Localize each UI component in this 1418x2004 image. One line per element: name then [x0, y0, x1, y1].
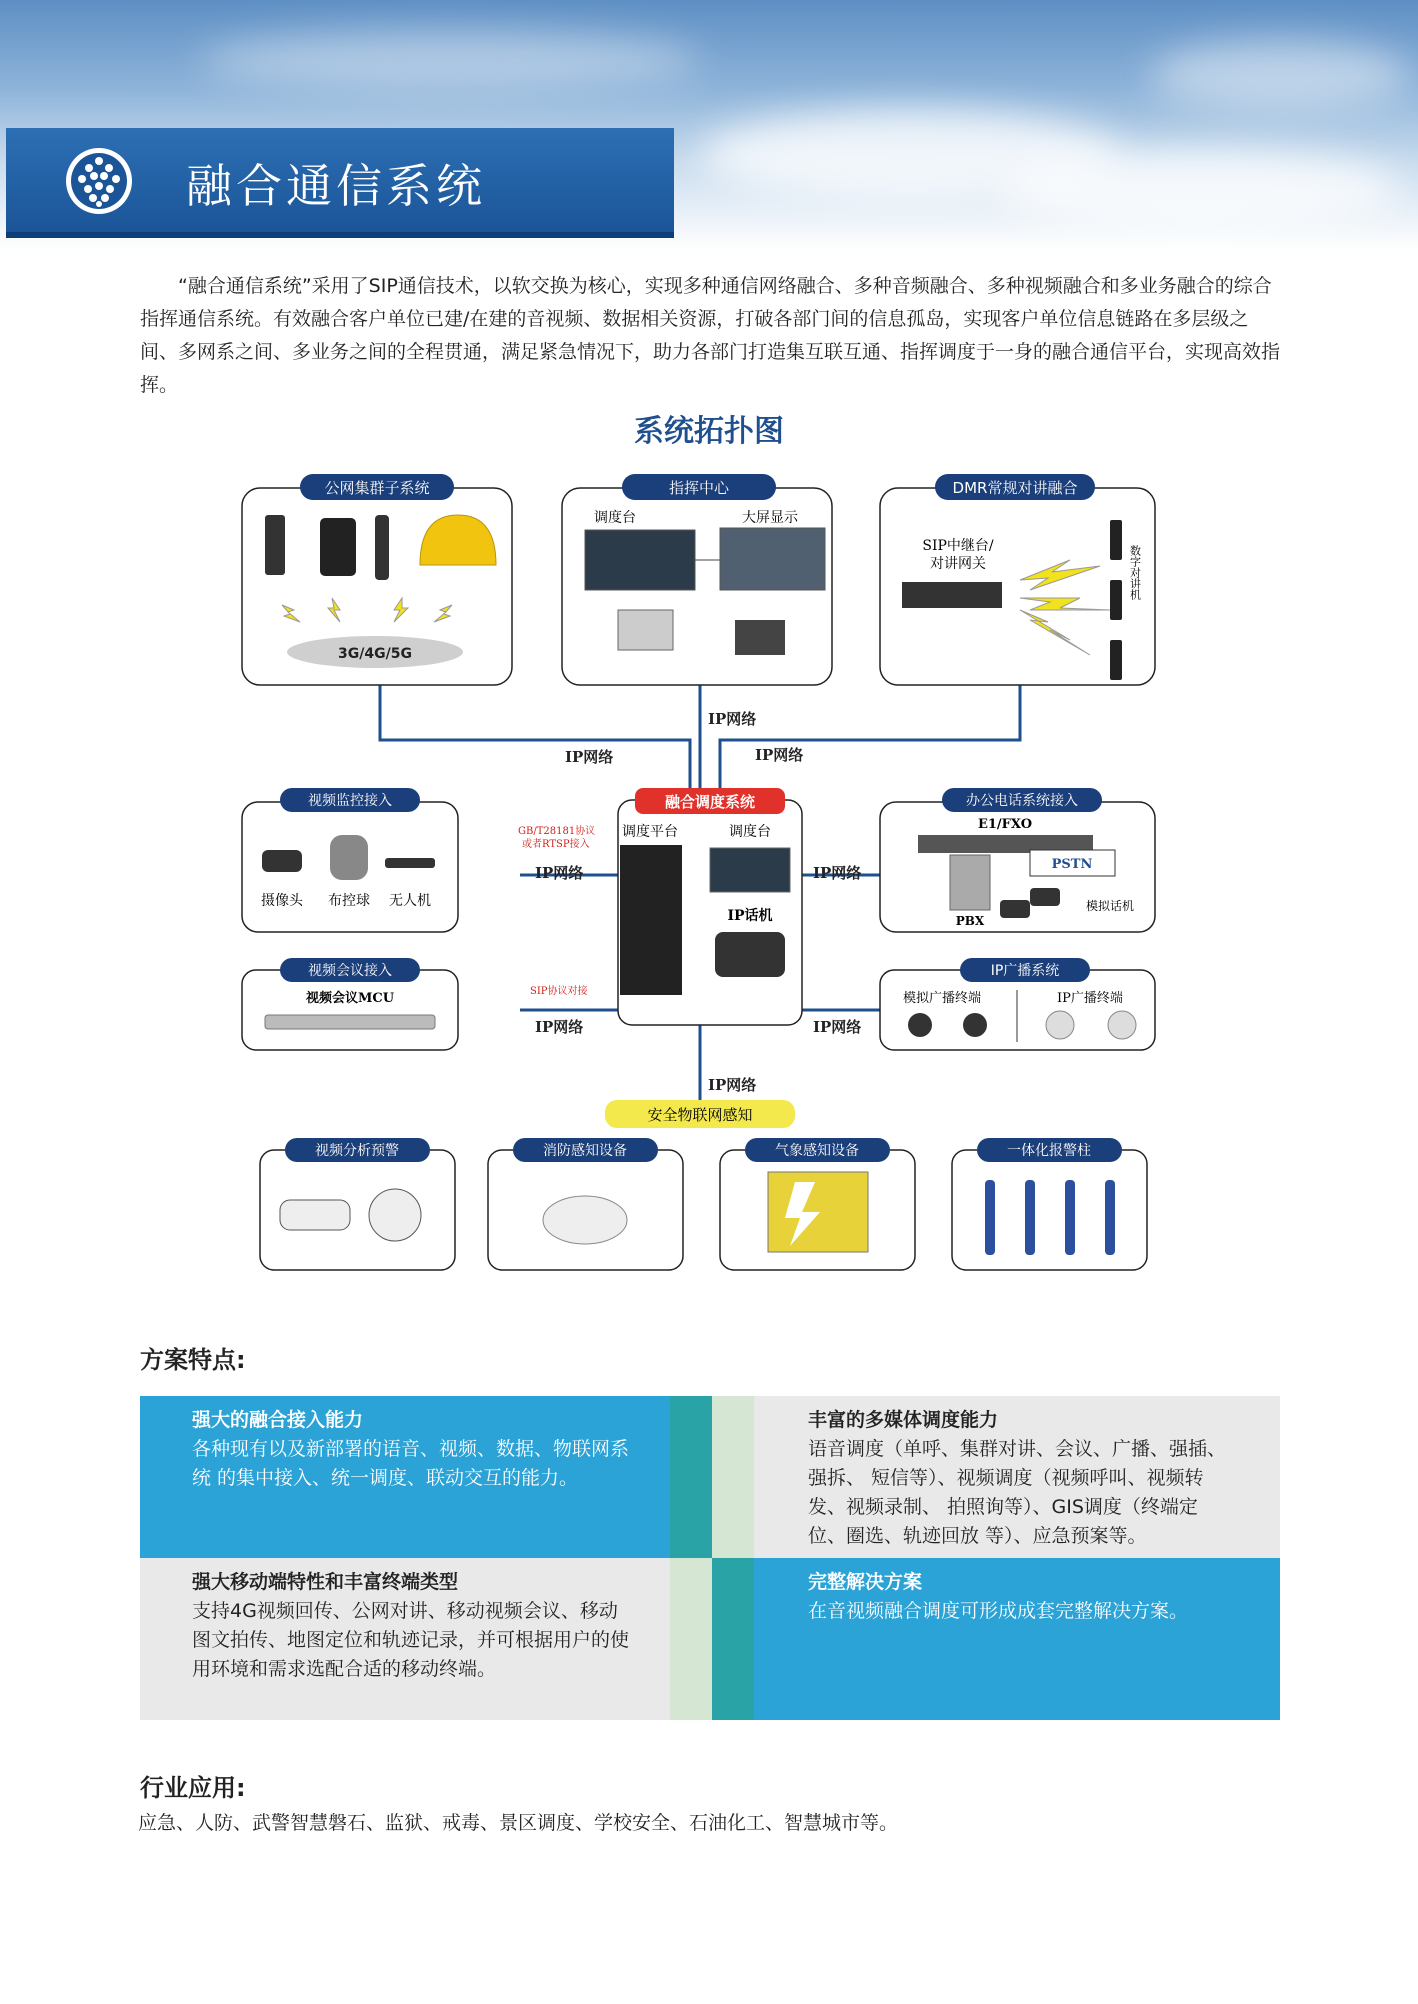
iot-item-label: 气象感知设备 [775, 1143, 859, 1159]
ip-label: IP网络 [535, 1018, 584, 1036]
office-pbx-label: PBX [955, 914, 985, 928]
features-heading: 方案特点: [140, 1346, 246, 1374]
ceiling-speaker-icon [1046, 1011, 1074, 1039]
core-title: 融合调度系统 [664, 793, 756, 811]
ip-label: IP网络 [813, 1018, 862, 1036]
wall-screen-icon [720, 528, 825, 590]
feature-body: 支持4G视频回传、公网对讲、移动视频会议、移动图文拍传、地图定位和轨迹记录，并可根据用户的使用环境和需求选配合适的移动终端。 [192, 1600, 630, 1680]
industry-heading: 行业应用: [140, 1774, 246, 1802]
bullet-camera-icon [280, 1200, 350, 1230]
video-terminal-icon [735, 620, 785, 655]
cloud [1000, 150, 1400, 230]
phone-icon [265, 515, 285, 575]
accent-stripe [712, 1558, 754, 1720]
iot-item-label: 视频分析预警 [315, 1143, 399, 1159]
dome-camera-icon [369, 1189, 421, 1241]
accent-stripe [670, 1396, 712, 1558]
dmr-radio-label: 数字对讲机 [1128, 545, 1142, 600]
feature-body: 各种现有以及新部署的语音、视频、数据、物联网系统 的集中接入、统一调度、联动交互的能力。 [192, 1438, 630, 1489]
smoke-detector-icon [543, 1196, 627, 1244]
alarm-pillar-icon [1065, 1180, 1075, 1255]
iot-item-label: 消防感知设备 [543, 1143, 627, 1159]
conf-mcu-label: 视频会议MCU [305, 991, 395, 1006]
command-screen-label: 大屏显示 [742, 510, 798, 526]
command-center-box [562, 474, 832, 685]
drone-icon [385, 858, 435, 868]
alarm-pillar-icon [985, 1180, 995, 1255]
feature-title: 丰富的多媒体调度能力 [808, 1409, 999, 1431]
video-monitor-box [242, 788, 458, 932]
iot-title: 安全物联网感知 [647, 1106, 753, 1124]
dmr-relay-label: SIP中继台/ [922, 538, 994, 554]
ip-label: IP网络 [755, 746, 804, 764]
intro-paragraph: “融合通信系统”采用了SIP通信技术，以软交换为核心，实现多种通信网络融合、多种音频融合、多种视频融合和多业务融合的综合指挥通信系统。有效融合客户单位已建/在建的音视频、数据相关资源，打破各部门间的信息孤岛，实现客户单位信息链路在多层级之间、多网系之间、多业务之间的全程贯通，满足紧急情况下，助力各部门打造集互联互通、指挥调度于一身的融合通信平台，实现高效指挥。 [140, 275, 1281, 396]
net-label: 3G/4G/5G [338, 646, 412, 662]
broadcast-analog-label: 模拟广播终端 [902, 991, 982, 1006]
ip-label: IP网络 [708, 1076, 757, 1094]
ip-label: IP网络 [708, 710, 757, 728]
broadcast-ip-label: IP广播终端 [1057, 991, 1123, 1006]
title-banner [6, 128, 674, 238]
core-platform-label: 调度平台 [622, 824, 678, 840]
alarm-pillar-icon [1025, 1180, 1035, 1255]
feature-item [808, 1568, 1228, 1626]
gb-protocol-label: GB/T28181协议 [518, 826, 596, 837]
iot-item-label: 一体化报警柱 [1007, 1143, 1091, 1159]
office-phone-box [880, 788, 1155, 932]
ip-label: IP网络 [813, 864, 862, 882]
public-net-box [242, 474, 512, 685]
feature-item [808, 1406, 1228, 1551]
office-title: 办公电话系统接入 [966, 793, 1078, 809]
iot-tag [605, 1100, 795, 1128]
radio-icon [1110, 580, 1122, 620]
feature-title: 完整解决方案 [808, 1571, 923, 1593]
mcu-device-icon [265, 1015, 435, 1029]
iot-item-alarm [952, 1138, 1147, 1270]
video-drone-label: 无人机 [389, 893, 431, 909]
video-conf-box [242, 958, 458, 1050]
feature-item [192, 1568, 632, 1684]
analog-phone-icon [1030, 888, 1060, 906]
sip-protocol-label: SIP协议对接 [530, 986, 588, 997]
command-console-label: 调度台 [594, 510, 636, 526]
page-title: 融合通信系统 [186, 159, 486, 213]
cloud [200, 30, 700, 90]
broadcast-box [880, 958, 1155, 1050]
camera-device-icon [320, 518, 356, 576]
office-analog-label: 模拟话机 [1085, 899, 1135, 913]
video-mon-title: 视频监控接入 [308, 793, 392, 809]
radio-icon [1110, 520, 1122, 560]
core-phone-label: IP话机 [727, 908, 773, 924]
ip-label: IP网络 [535, 864, 584, 882]
iot-item-video-analysis [260, 1138, 455, 1270]
camera-icon [262, 850, 302, 872]
operator-desk-icon [618, 610, 673, 650]
video-camera-label: 摄像头 [261, 893, 303, 909]
video-ptz-label: 布控球 [328, 893, 370, 909]
feature-item [192, 1406, 632, 1493]
alarm-pillar-icon [1105, 1180, 1115, 1255]
horn-speaker-icon [963, 1013, 987, 1037]
industry-list: 应急、人防、武警智慧磐石、监狱、戒毒、景区调度、学校安全、石油化工、智慧城市等。 [138, 1812, 899, 1834]
ptz-ball-icon [330, 835, 368, 880]
dmr-gateway-label: 对讲网关 [930, 556, 986, 572]
public-net-title: 公网集群子系统 [324, 479, 430, 497]
ceiling-speaker-icon [1108, 1011, 1136, 1039]
conf-title: 视频会议接入 [308, 963, 392, 979]
accent-stripe [670, 1558, 712, 1720]
topology-diagram [230, 470, 1170, 1280]
horn-speaker-icon [908, 1013, 932, 1037]
core-dispatch-box [618, 788, 802, 1025]
iot-item-fire [488, 1138, 683, 1270]
ip-phone-icon [715, 932, 785, 977]
command-title: 指挥中心 [668, 479, 730, 497]
rtsp-protocol-label: 或者RTSP接入 [522, 839, 590, 850]
dmr-box [880, 474, 1155, 685]
feature-body: 语音调度（单呼、集群对讲、会议、广播、强插、强拆、 短信等）、视频调度（视频呼叫、视频转发、视频录制、 拍照询等）、GIS调度（终端定位、圈选、轨迹回放 等）、应急预案等。 [808, 1438, 1227, 1547]
office-e1-label: E1/FXO [977, 817, 1033, 832]
core-console-label: 调度台 [729, 824, 771, 840]
ip-label: IP网络 [565, 748, 614, 766]
analog-phone-icon [1000, 900, 1030, 918]
cloud [1150, 40, 1410, 110]
accent-stripe [712, 1396, 754, 1558]
feature-title: 强大移动端特性和丰富终端类型 [192, 1571, 459, 1593]
broadcast-title: IP广播系统 [990, 963, 1060, 979]
office-pstn-label: PSTN [1051, 857, 1093, 872]
dmr-title: DMR常规对讲融合 [952, 479, 1078, 497]
iot-item-weather [720, 1138, 915, 1270]
pbx-icon [950, 855, 990, 910]
recorder-icon [375, 515, 389, 580]
feature-body: 在音视频融合调度可形成成套完整解决方案。 [808, 1600, 1189, 1622]
protocol-labels [518, 824, 595, 997]
sip-relay-icon [902, 582, 1002, 608]
radio-icon [1110, 640, 1122, 680]
network-sphere-icon [66, 148, 132, 214]
feature-title: 强大的融合接入能力 [192, 1409, 364, 1431]
console-screen-icon [585, 530, 695, 590]
server-rack-icon [620, 845, 682, 995]
diagram-title: 系统拓扑图 [634, 414, 784, 449]
console-monitor-icon [710, 848, 790, 892]
